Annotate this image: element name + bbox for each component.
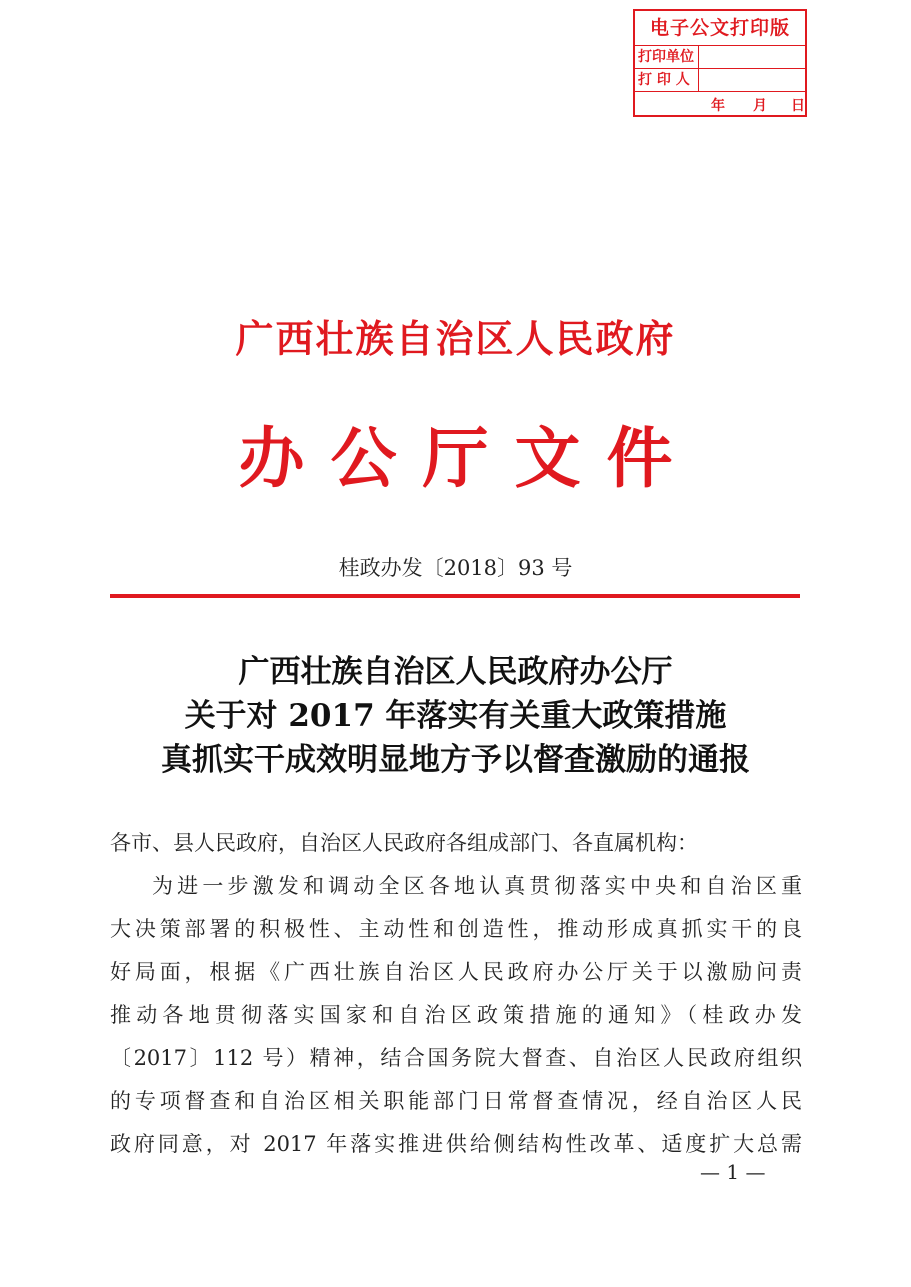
print-stamp xyxy=(633,9,807,117)
issuing-organization: 广西壮族自治区人民政府 xyxy=(235,316,676,361)
body-line: 为进一步激发和调动全区各地认真贯彻落实中央和自治区重 xyxy=(152,874,802,898)
page-number: — 1 — xyxy=(700,1160,766,1184)
title-line-3: 真抓实干成效明显地方予以督查激励的通报 xyxy=(161,742,750,778)
salutation: 各市、县人民政府，自治区人民政府各组成部门、各直属机构： xyxy=(110,831,698,855)
title-line-1: 广西壮族自治区人民政府办公厅 xyxy=(238,654,673,690)
document-body xyxy=(110,822,802,1166)
stamp-row-printer xyxy=(635,69,805,92)
stamp-print-unit-value xyxy=(699,46,805,68)
body-line: 政府同意，对 2017 年落实推进供给侧结构性改革、适度扩大总需 xyxy=(110,1132,802,1156)
title-line-2: 关于对 2017 年落实有关重大政策措施 xyxy=(184,698,727,734)
stamp-date-row xyxy=(635,92,805,118)
stamp-printer-value xyxy=(699,69,805,91)
body-line: 大决策部署的积极性、主动性和创造性，推动形成真抓实干的良 xyxy=(110,917,802,941)
body-line: 的专项督查和自治区相关职能部门日常督查情况，经自治区人民 xyxy=(110,1089,802,1113)
stamp-printer-label: 打 印 人 xyxy=(635,69,699,91)
stamp-month-label: 月 xyxy=(753,98,767,114)
body-line: 好局面，根据《广西壮族自治区人民政府办公厅关于以激励问责 xyxy=(110,960,802,984)
stamp-print-unit-label: 打印单位 xyxy=(635,46,699,68)
stamp-row-print-unit xyxy=(635,46,805,69)
red-separator-line xyxy=(110,594,800,598)
document-number: 桂政办发〔2018〕93 号 xyxy=(338,556,573,580)
document-type-heading: 办公厅文件 xyxy=(238,419,699,497)
stamp-title: 电子公文打印版 xyxy=(635,11,805,46)
body-line: 推动各地贯彻落实国家和自治区政策措施的通知》（桂政办发 xyxy=(110,1003,802,1027)
stamp-day-label: 日 xyxy=(791,98,805,114)
stamp-year-label: 年 xyxy=(711,98,725,114)
document-title xyxy=(0,650,911,782)
body-line: 〔2017〕112 号）精神，结合国务院大督查、自治区人民政府组织 xyxy=(110,1046,802,1070)
